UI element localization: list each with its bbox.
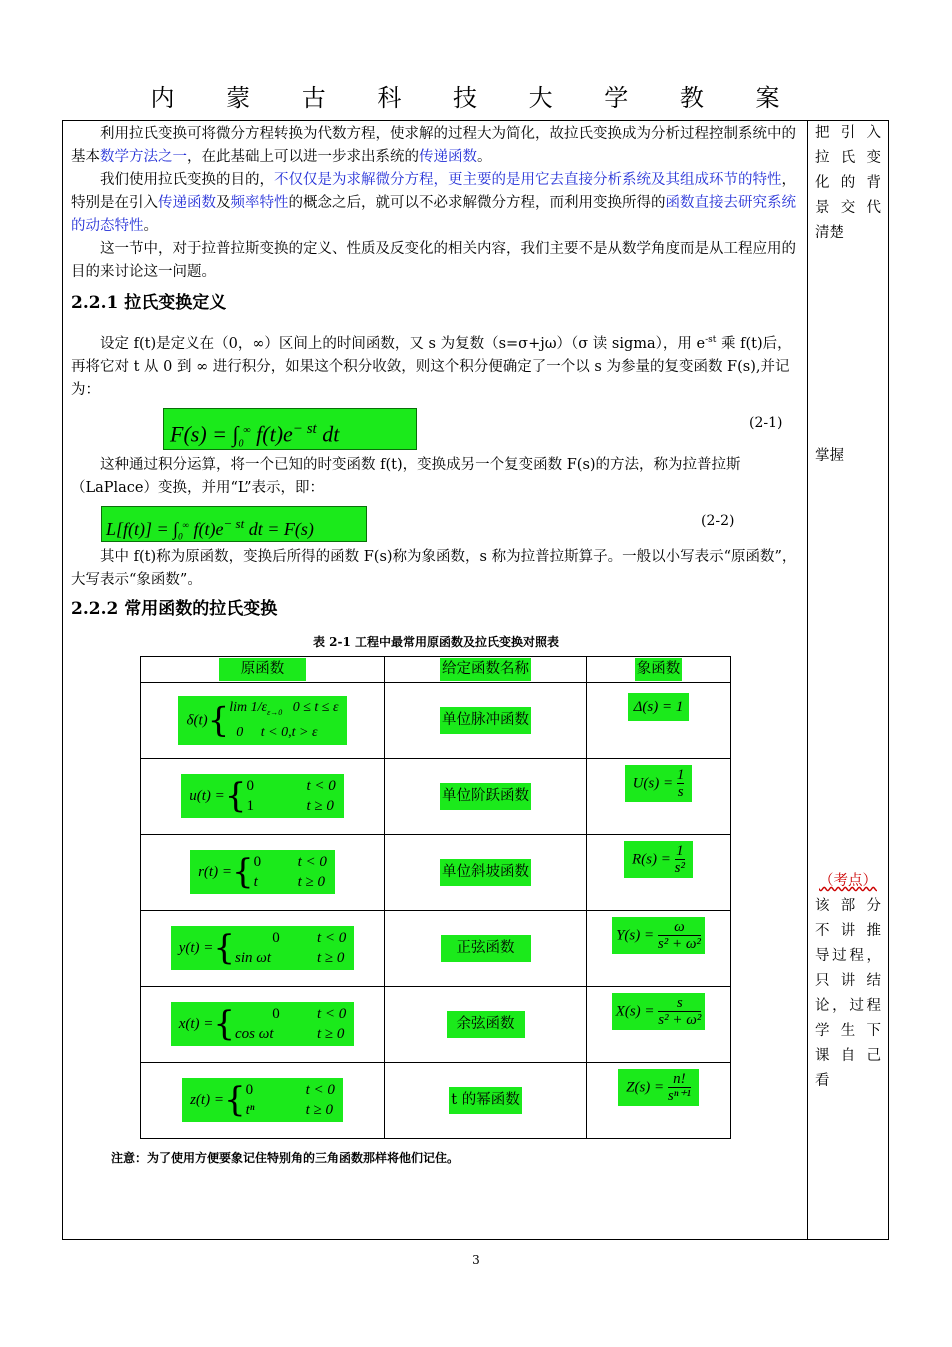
sidebar-line: 学 生 下 — [815, 1023, 881, 1039]
case-2-cond: t ≥ 0 — [297, 874, 326, 891]
cases — [235, 1004, 346, 1044]
case-1-sub: ε→0 — [267, 707, 283, 717]
case-1-expr: 0 — [246, 778, 254, 795]
sidebar-line: 论，过程 — [815, 998, 881, 1014]
function-name: 正弦函数 — [441, 935, 531, 962]
text: 及 — [216, 195, 231, 211]
image-function — [618, 1069, 699, 1106]
equation-number-2-1: (2-1) — [749, 414, 783, 431]
table-row — [141, 910, 731, 986]
case-1-cond: t < 0 — [305, 1082, 335, 1099]
sidebar-line: 课 自 己 — [815, 1048, 881, 1064]
denominator: sⁿ⁺¹ — [667, 1087, 691, 1104]
intro-paragraph-2 — [71, 169, 801, 238]
header-cell — [141, 656, 385, 682]
case-2-cond: t ≥ 0 — [305, 1102, 334, 1119]
function-name: 单位阶跃函数 — [440, 783, 531, 810]
image-lhs: Z(s) = — [626, 1079, 665, 1096]
numerator: n! — [668, 1071, 691, 1088]
case-1-cond: 0 ≤ t ≤ ε — [292, 699, 339, 715]
numerator: 1 — [676, 766, 685, 783]
case-1 — [246, 1080, 335, 1100]
lhs: z(t) = — [190, 1092, 224, 1109]
denominator: s — [677, 783, 684, 800]
denominator: s² + ω² — [657, 935, 701, 952]
sidebar-line: 掌握 — [815, 448, 844, 464]
fraction — [668, 1071, 691, 1104]
case-2 — [246, 1100, 335, 1120]
lesson-frame — [62, 120, 889, 1240]
original-function — [178, 696, 346, 745]
sidebar-line: 只 讲 结 — [815, 973, 881, 989]
highlight-purpose[interactable]: 不仅仅是为求解微分方程，更主要的是用它去直接分析系统及其组成环节的特性 — [274, 172, 782, 188]
original-cell — [141, 682, 385, 758]
intro-paragraph-3: 这一节中，对于拉普拉斯变换的定义、性质及反变化的相关内容，我们主要不是从数学角度而是从工程应用的目的来讨论这一问题。 — [71, 241, 796, 280]
name-cell — [385, 986, 587, 1062]
case-2-expr: tⁿ — [245, 1102, 255, 1119]
cases — [254, 852, 327, 892]
case-1 — [246, 776, 335, 796]
section-title-2-2-1: 2.2.1 拉氏变换定义 — [71, 293, 227, 313]
image-function — [612, 917, 705, 954]
case-1-expr: lim 1/ε — [229, 699, 268, 715]
image-lhs: U(s) = — [632, 775, 674, 792]
image-lhs: Y(s) = — [616, 927, 655, 944]
laplace-table — [140, 656, 731, 1139]
image-cell — [587, 758, 731, 834]
denominator: s² + ω² — [658, 1011, 702, 1028]
function-name: 单位脉冲函数 — [440, 707, 531, 734]
cases — [229, 698, 338, 743]
lhs: u(t) = — [189, 788, 225, 805]
case-1 — [229, 698, 338, 723]
table-header-row — [141, 656, 731, 682]
link-math-method[interactable]: 数学方法之一 — [100, 149, 187, 165]
image-cell — [587, 834, 731, 910]
function-name: 单位斜坡函数 — [440, 859, 531, 886]
case-2-cond: t ≥ 0 — [317, 950, 345, 967]
sidebar-line: 化 的 背 — [815, 175, 881, 191]
case-2 — [235, 948, 346, 968]
equation-2-2-row — [71, 500, 801, 546]
case-1 — [235, 1004, 346, 1024]
sidebar-line: 该 部 分 — [815, 898, 881, 914]
case-2-expr: 0 — [236, 724, 244, 740]
case-1-cond: t < 0 — [306, 778, 336, 795]
numerator: s — [658, 995, 701, 1012]
kaodian-label: （考点） — [819, 873, 877, 889]
header-image: 象函数 — [635, 658, 683, 681]
original-function — [171, 1002, 355, 1046]
image-function — [612, 993, 706, 1030]
highlight-dynamic[interactable]: 函数直接去研究系统的动态特性 — [71, 195, 796, 234]
case-1-expr: 0 — [253, 854, 262, 871]
case-2 — [229, 723, 338, 743]
name-cell — [385, 682, 587, 758]
image-function — [624, 841, 693, 878]
sidebar-line: 景 交 代 — [815, 200, 881, 216]
original-function — [182, 1078, 343, 1122]
case-1-cond: t < 0 — [317, 930, 347, 947]
sidebar-note-exam — [815, 869, 881, 1094]
original-cell — [141, 758, 385, 834]
original-cell — [141, 910, 385, 986]
section-title-2-2-2: 2.2.2 常用函数的拉氏变换 — [71, 598, 278, 619]
table-row — [141, 758, 731, 834]
text: ，特别是在引入 — [71, 172, 796, 211]
equation-2-1-row — [71, 402, 801, 454]
case-2 — [254, 872, 327, 892]
table-row — [141, 1062, 731, 1138]
header-cell — [587, 656, 731, 682]
brace: { — [207, 700, 230, 741]
intro-paragraph-1 — [71, 123, 801, 169]
image-function-paragraph: 其中 f(t)称为原函数，变换后所得的函数 F(s)称为象函数，s 称为拉普拉斯算子。一般以小写表示“原函数”，大写表示“象函数”。 — [71, 548, 797, 588]
original-function — [171, 926, 355, 970]
table-row — [141, 986, 731, 1062]
fraction — [675, 843, 685, 876]
text: ，在此基础上可以进一步求出系统的 — [187, 149, 419, 165]
text: 。 — [143, 218, 158, 234]
sidebar-line: 导过程， — [815, 948, 881, 964]
superscript: -st — [705, 335, 717, 345]
fraction — [658, 995, 701, 1028]
header-name: 给定函数名称 — [440, 658, 531, 681]
sidebar-line: 清楚 — [815, 225, 844, 241]
case-1 — [235, 928, 346, 948]
table-row — [141, 682, 731, 758]
table-caption: 表 2-1 工程中最常用原函数及拉氏变换对照表 — [312, 634, 560, 649]
brace: { — [223, 1080, 246, 1121]
lhs: r(t) = — [198, 864, 232, 881]
equation-number-2-2: (2-2) — [701, 512, 735, 529]
case-2-expr: 1 — [246, 798, 254, 815]
link-transfer-function-2[interactable]: 传递函数 — [158, 195, 216, 211]
case-2-cond: t ≥ 0 — [306, 798, 334, 815]
text: 。 — [477, 149, 492, 165]
name-cell — [385, 834, 587, 910]
case-1-expr: 0 — [272, 1006, 280, 1023]
original-cell — [141, 834, 385, 910]
column-divider — [807, 121, 808, 1239]
table-note: 注意：为了使用方便要象记住特别角的三角函数那样将他们记住。 — [111, 1150, 460, 1165]
image-cell — [587, 682, 731, 758]
laplace-paragraph: 这种通过积分运算，将一个已知的时变函数 f(t)，变换成另一个复变函数 F(s)的方法，称为拉普拉斯（LaPlace）变换，并用“L”表示，即： — [71, 456, 741, 496]
brace: { — [224, 776, 247, 817]
link-frequency-characteristic[interactable]: 频率特性 — [230, 195, 289, 211]
function-name: t 的幂函数 — [449, 1087, 521, 1114]
case-2-expr: t — [253, 874, 258, 891]
image-function: Δ(s) = 1 — [628, 693, 690, 721]
function-name: 余弦函数 — [447, 1011, 525, 1038]
table-row — [141, 834, 731, 910]
fraction — [677, 767, 685, 800]
equation-2-2: $L[f(t)] = \int_0^\infty$ $f(t)e^{- st}$ dt = F(s) — [101, 506, 367, 542]
sidebar-line: 拉 氏 变 — [815, 150, 881, 166]
original-cell — [141, 986, 385, 1062]
case-1-cond: t < 0 — [297, 854, 327, 871]
header-cell — [385, 656, 587, 682]
main-content — [71, 123, 801, 1170]
image-cell — [587, 910, 731, 986]
cases — [246, 776, 335, 816]
lhs: δ(t) — [186, 712, 208, 729]
case-2 — [235, 1024, 346, 1044]
equation-2-1: $F(s) = \int_0^\infty$ $f(t)e^{- st}$ dt — [163, 408, 417, 450]
lhs: y(t) = — [178, 940, 214, 957]
name-cell — [385, 758, 587, 834]
case-1-expr: 0 — [272, 930, 280, 947]
text: 我们使用拉氏变换的目的， — [100, 172, 274, 188]
sidebar-note-background — [815, 121, 881, 246]
sidebar-line: 不 讲 推 — [815, 923, 881, 939]
text: 设定 f(t)是定义在（0，∞）区间上的时间函数，又 s 为复数（s=σ+jω）（σ 读 sigma），用 e — [100, 335, 706, 352]
brace: { — [231, 852, 254, 893]
numerator: ω — [658, 919, 701, 936]
image-cell — [587, 986, 731, 1062]
case-2-cond: t ≥ 0 — [317, 1026, 345, 1043]
header-original: 原函数 — [219, 658, 307, 681]
denominator: s² — [674, 859, 685, 876]
text: 乘 f(t)后，再将它对 t 从 0 到 ∞ 进行积分，如果这个积分收敛，则这个积分便确定了一个以 s 为参量的复变函数 F(s),并记为： — [71, 335, 792, 398]
case-2-expr: cos ωt — [235, 1026, 274, 1043]
lhs: x(t) = — [178, 1016, 214, 1033]
image-function — [625, 765, 693, 802]
cases — [235, 928, 346, 968]
image-lhs: X(s) = — [615, 1003, 655, 1020]
image-cell — [587, 1062, 731, 1138]
sidebar-note-master — [815, 444, 881, 469]
case-2-expr: sin ωt — [235, 950, 272, 967]
name-cell — [385, 910, 587, 986]
case-1 — [254, 852, 327, 872]
name-cell — [385, 1062, 587, 1138]
brace: { — [213, 928, 236, 969]
link-transfer-function[interactable]: 传递函数 — [419, 149, 477, 165]
fraction — [658, 919, 701, 952]
original-function — [190, 850, 335, 894]
sidebar-line: 把 引 入 — [815, 125, 881, 141]
text: 利用拉氏变换可将微分方程转换为代数方程，使求解的过程大为简化，故拉氏变换成为分析过程控制系统中的基本 — [71, 126, 796, 165]
case-2 — [246, 796, 335, 816]
page-number: 3 — [472, 1253, 480, 1267]
page-header: 内 蒙 古 科 技 大 学 教 案 — [150, 84, 802, 112]
sidebar-line: 看 — [815, 1073, 830, 1089]
definition-paragraph — [71, 329, 801, 402]
numerator: 1 — [676, 842, 684, 859]
text: 的概念之后，就可以不必求解微分方程，而利用变换所得的 — [288, 195, 666, 211]
brace: { — [213, 1004, 236, 1045]
case-1-cond: t < 0 — [317, 1006, 347, 1023]
case-2-cond: t < 0,t > ε — [260, 724, 318, 740]
original-cell — [141, 1062, 385, 1138]
case-1-expr: 0 — [245, 1082, 254, 1099]
original-function — [181, 774, 343, 818]
cases — [246, 1080, 335, 1120]
image-lhs: R(s) = — [632, 851, 671, 868]
